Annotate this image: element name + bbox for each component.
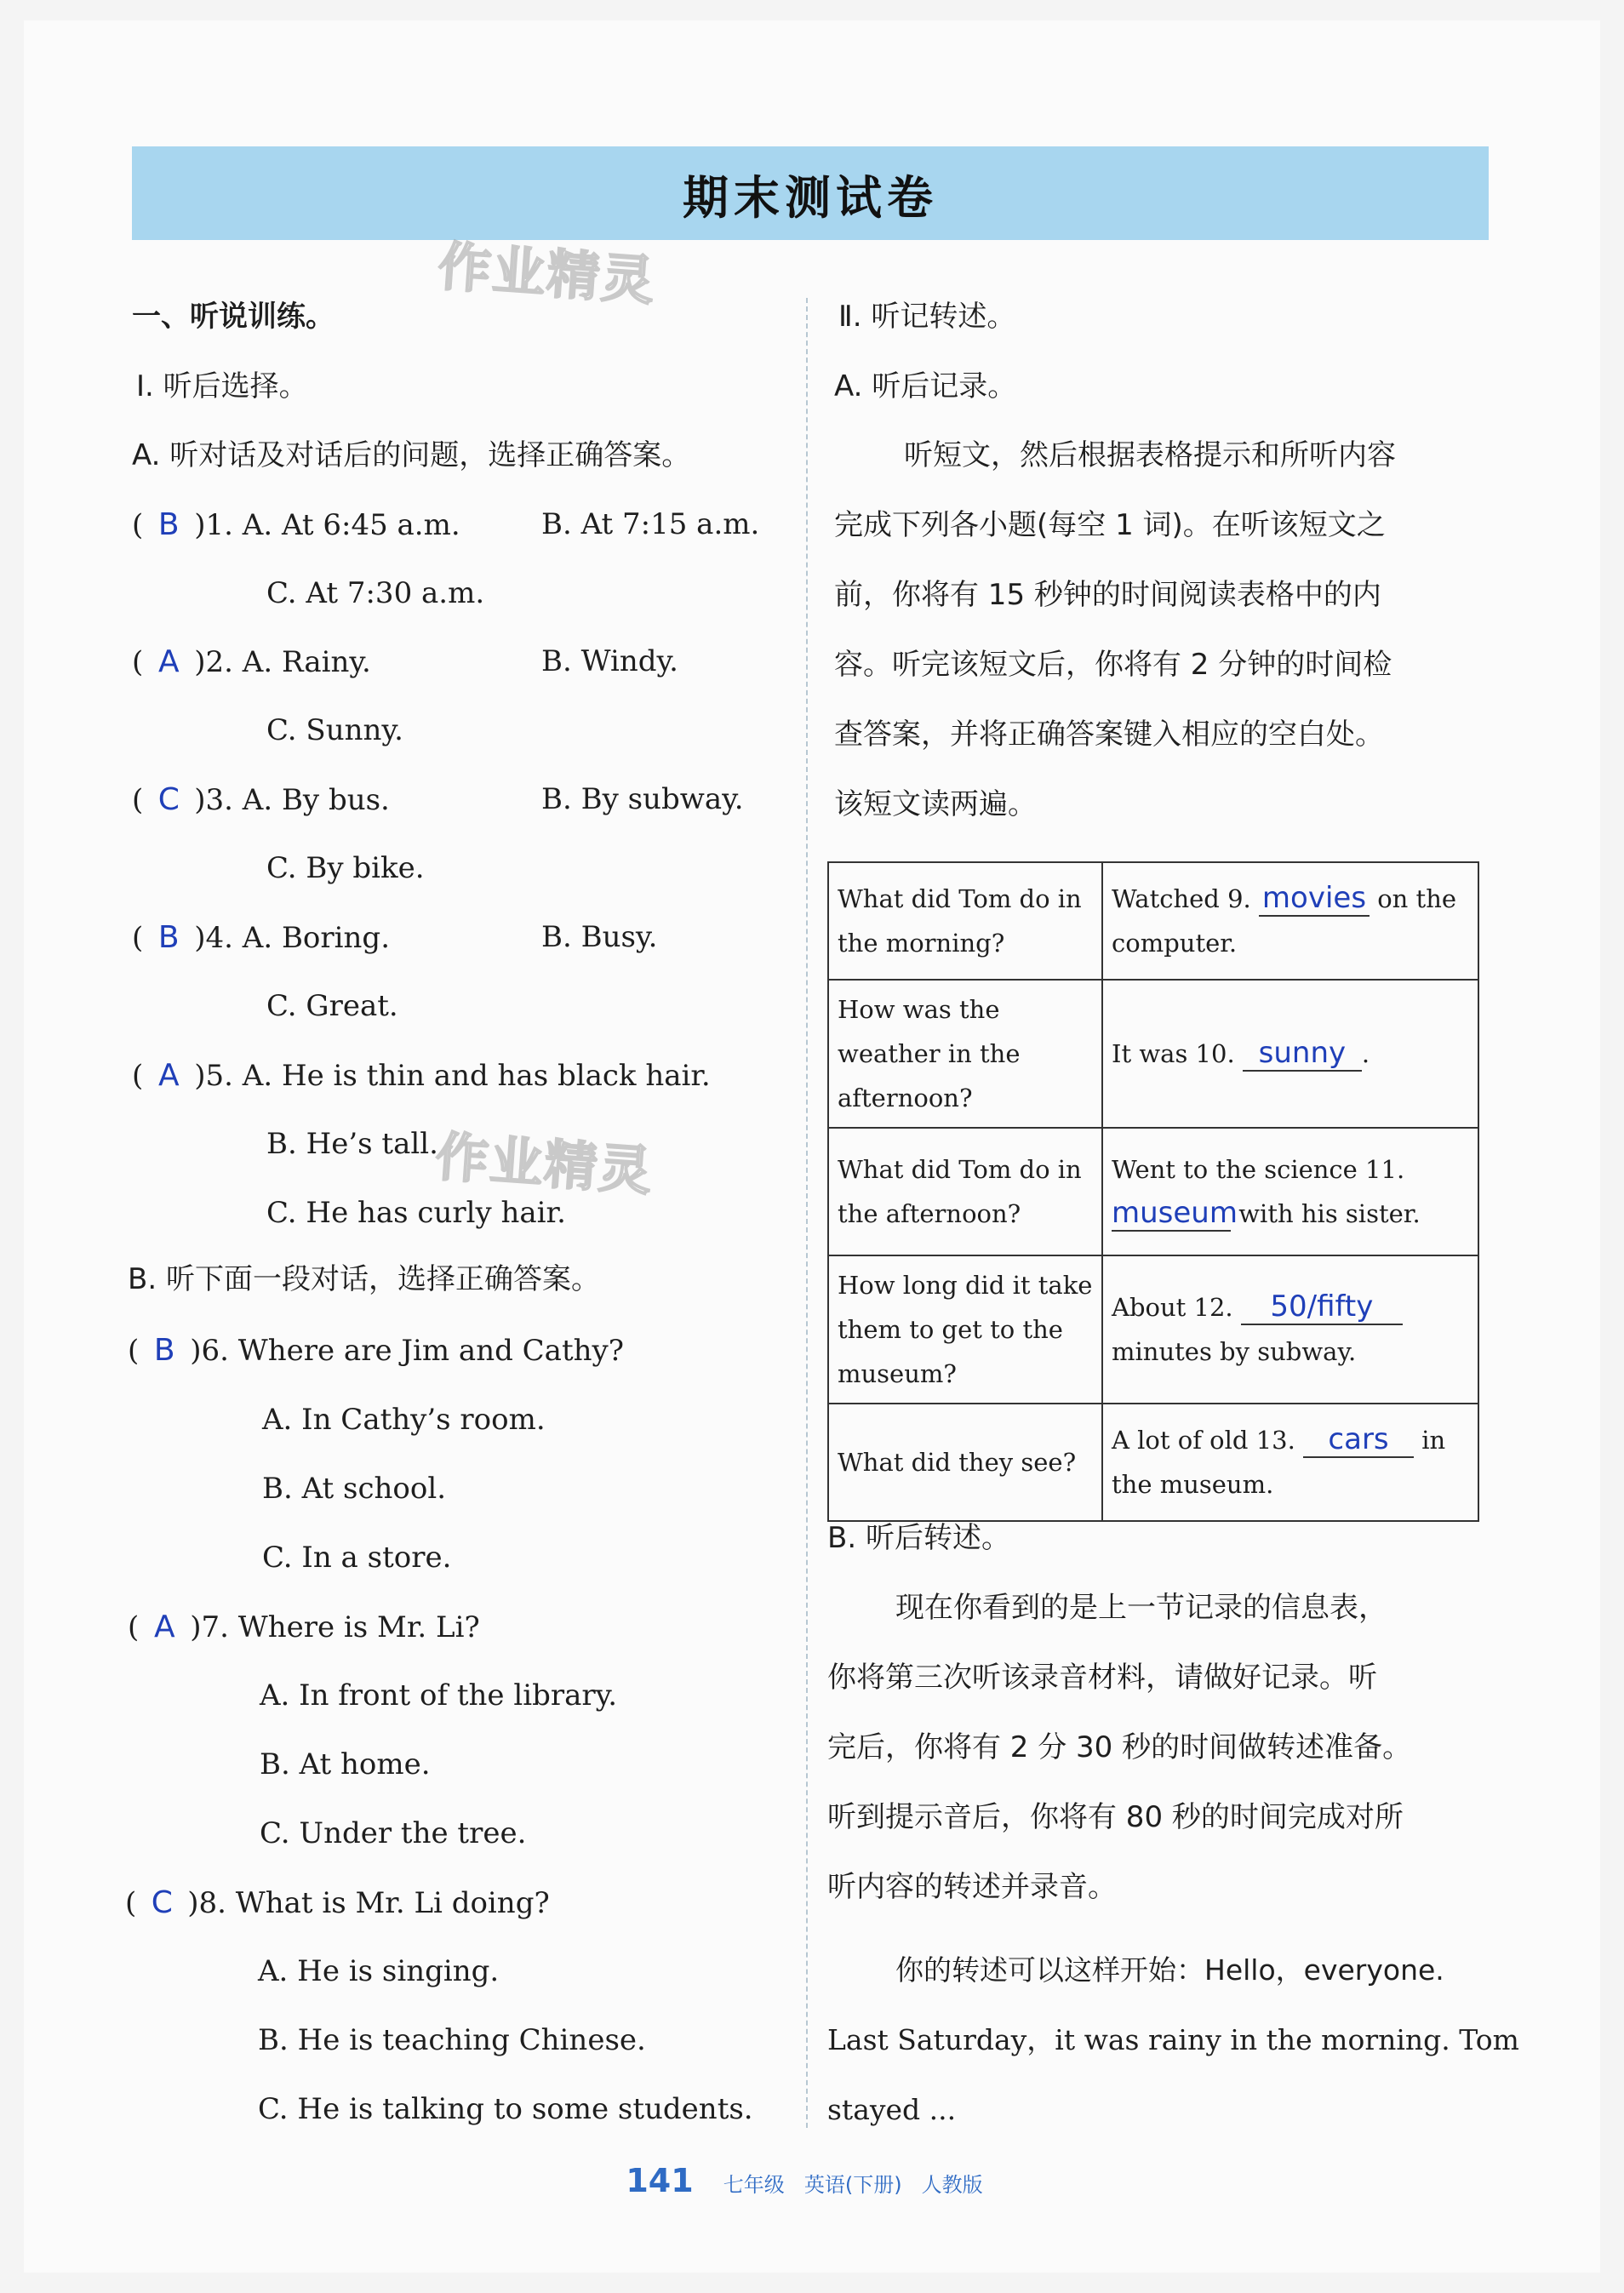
answer-blank-12: 50/fifty [1241,1289,1403,1325]
question-4: ( B )4. A. Boring. [132,920,390,955]
column-divider [806,298,808,2128]
answer-blank-11: museum [1112,1196,1238,1230]
question-8: ( C )8. What is Mr. Li doing? [125,1885,550,1920]
watermark: 作业精灵 [436,235,658,312]
table-answer: It was 10. sunny . [1102,980,1478,1128]
edition-label: 人教版 [921,2173,983,2197]
table-question: How long did it take them to get to the museum? [828,1255,1102,1404]
answer-blank-10: sunny [1243,1036,1362,1072]
answer-5: A [157,1058,180,1093]
page-footer [0,2162,1624,2199]
answer-1: B [157,507,180,542]
table-row [828,980,1478,1128]
table-question: How was the weather in the afternoon? [828,980,1102,1128]
option-b: B. At home. [260,1747,431,1781]
option-c: C. By bike. [266,851,425,885]
answer-4: B [157,920,180,955]
table-answer: A lot of old 13. cars in the museum. [1102,1404,1478,1521]
option-a: A. In front of the library. [260,1678,618,1713]
option-b: B. Windy. [541,644,678,678]
question-3: ( C )3. A. By bus. [132,782,390,817]
option-c: C. Sunny. [266,713,403,747]
option-c: C. Great. [266,989,398,1023]
table-answer: Went to the science 11.museum with his sister. [1102,1128,1478,1255]
option-b: B. He is teaching Chinese. [258,2023,646,2057]
table-row [828,1404,1478,1521]
table-question: What did Tom do in the morning? [828,862,1102,980]
option-b: B. At school. [262,1472,447,1506]
option-c: C. He is talking to some students. [258,2092,753,2126]
grade-label: 七年级 [723,2173,785,2197]
question-1: ( B )1. A. At 6:45 a.m. [132,507,460,542]
record-table [827,861,1479,1522]
table-row [828,1255,1478,1404]
option-b: B. He’s tall. [266,1127,438,1161]
option-b: B. By subway. [541,782,744,816]
part-b-heading: B. 听后转述。 [827,1521,1010,1555]
question-6: ( B )6. Where are Jim and Cathy? [128,1333,624,1368]
question-7: ( A )7. Where is Mr. Li? [128,1610,480,1644]
answer-3: C [157,782,180,817]
option-c: C. He has curly hair. [266,1196,566,1230]
option-c: C. In a store. [262,1541,452,1575]
table-question: What did they see? [828,1404,1102,1521]
table-answer: Watched 9. movies on the computer. [1102,862,1478,980]
part-heading: Ⅱ. 听记转述。 [838,300,1016,334]
answer-blank-13: cars [1303,1422,1414,1458]
table-row [828,862,1478,980]
part-a-instruction: A. 听对话及对话后的问题，选择正确答案。 [132,438,691,472]
watermark: 作业精灵 [433,1125,655,1203]
table-answer: About 12. 50/fifty minutes by subway. [1102,1255,1478,1404]
option-c: C. Under the tree. [260,1816,527,1850]
part-a-heading: A. 听后记录。 [834,369,1017,403]
question-2: ( A )2. A. Rainy. [132,644,371,679]
answer-2: A [157,644,180,679]
page-title: 期末测试卷 [683,171,938,225]
table-question: What did Tom do in the afternoon? [828,1128,1102,1255]
answer-6: B [153,1333,175,1368]
section-heading: 一、听说训练。 [132,300,335,334]
option-a: A. In Cathy’s room. [262,1403,546,1437]
answer-blank-9: movies [1259,881,1370,917]
subject-label: 英语(下册) [803,2173,902,2197]
option-a: A. He is singing. [258,1954,500,1988]
page-number: 141 [626,2162,694,2199]
table-row [828,1128,1478,1255]
option-b: B. At 7:15 a.m. [541,507,760,541]
option-b: B. Busy. [541,920,658,954]
answer-7: A [153,1610,175,1644]
answer-8: C [151,1885,173,1920]
question-5: ( A )5. A. He is thin and has black hair. [132,1058,711,1093]
part-heading: Ⅰ. 听后选择。 [136,369,308,403]
part-b-instruction: B. 听下面一段对话，选择正确答案。 [128,1262,600,1296]
title-banner [132,146,1489,240]
option-c: C. At 7:30 a.m. [266,576,485,610]
